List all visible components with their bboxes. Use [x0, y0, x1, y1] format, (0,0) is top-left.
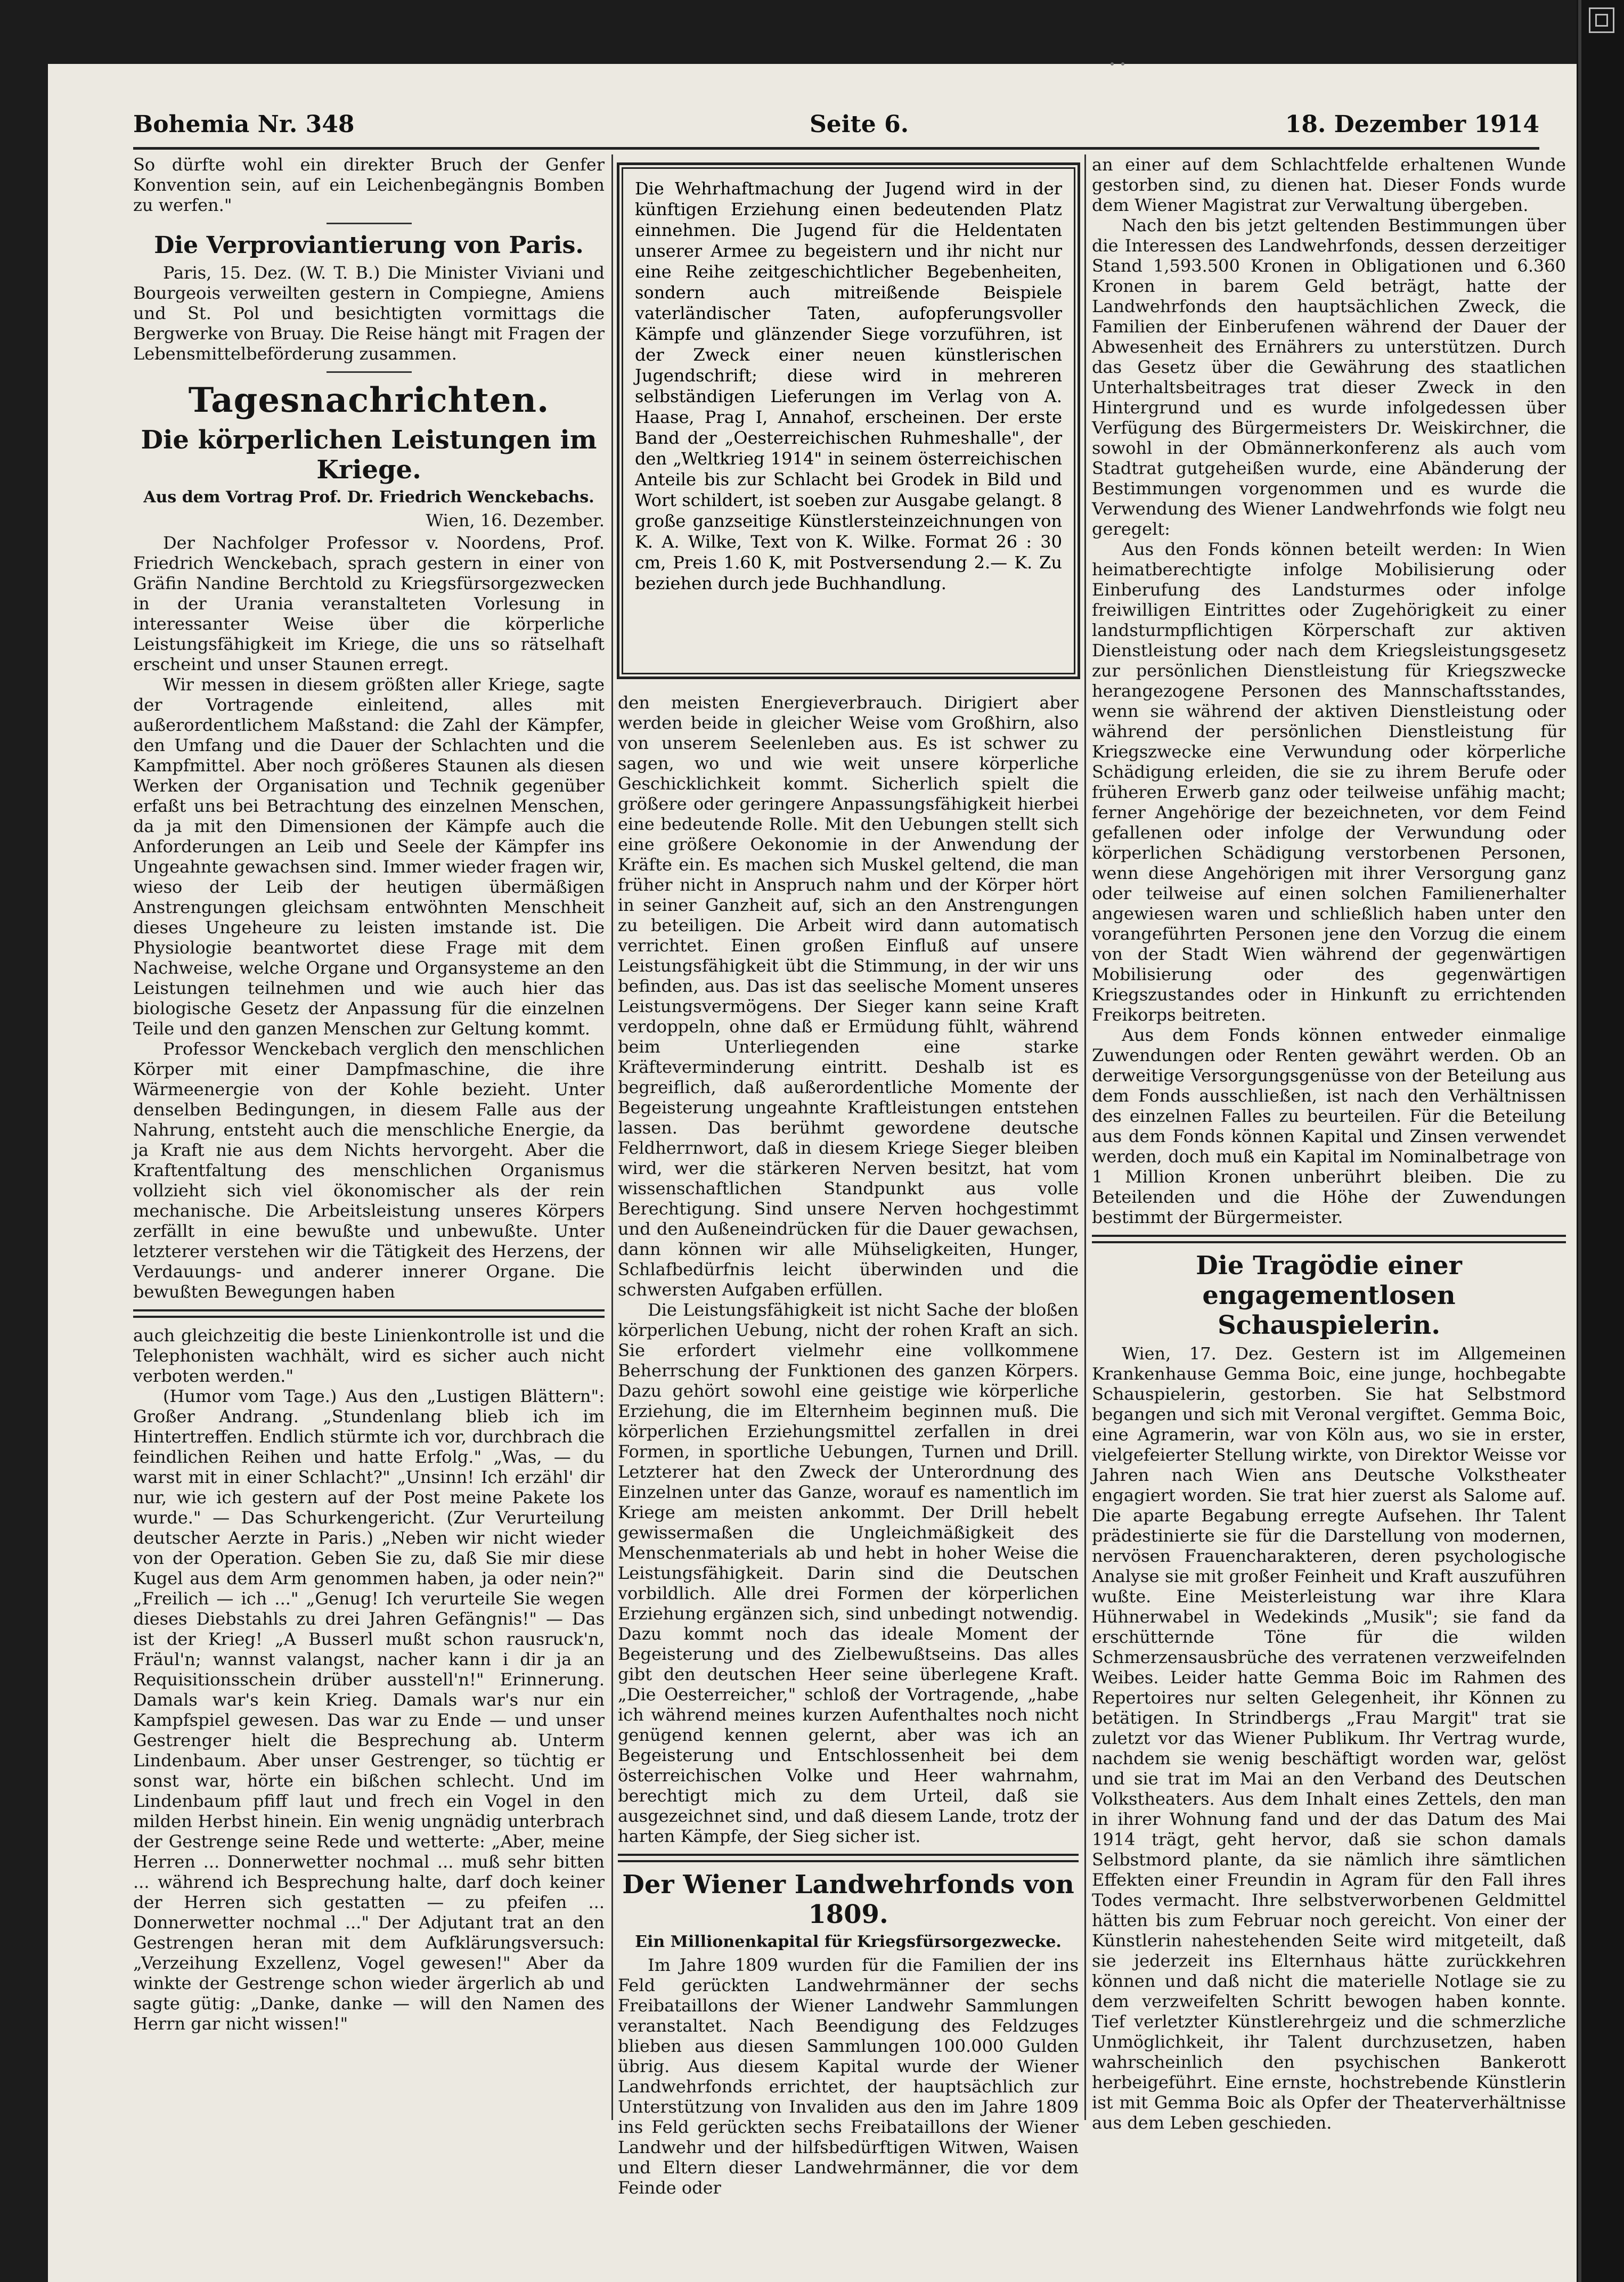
section-divider — [133, 1309, 605, 1318]
column-rule-2 — [1084, 154, 1086, 2120]
section-divider — [618, 1854, 1079, 1862]
scan-border-line — [1578, 0, 1581, 2282]
boxed-notice — [617, 162, 1080, 679]
paris-headline: Die Verproviantierung von Paris. — [154, 232, 584, 259]
article-paragraph: Die Leistungsfähigkeit ist nicht Sache der bloßen körperlichen Uebung, nicht der rohen Kraft an sich. Sie erfordert vielmehr eine vollkommene Beherrschung der Funktionen des ganzen Körpers. Dazu gehört sowohl eine geistige wie körperliche Erziehung, die im Elternheim beginnen muß. Die körperlichen Erziehungsmittel zerfallen in drei Formen, in sportliche Uebungen, Turnen und Drill. Letzterer hat den Zweck der Unterordnung des Einzelnen unter das Ganze, worauf es namentlich im Kriege am meisten ankommt. Der Drill hebelt gewissermaßen die Ungleichmäßigkeit des Menschenmaterials ab und hebt in hoher Weise die Leistungsfähigkeit. Darin sind die Deutschen vorbildlich. Alle drei Formen der körperlichen Erziehung ergänzen sich, sind unbedingt notwendig. Dazu kommt noch das ideale Moment der Begeisterung und des Zielbewußtseins. Das alles gibt den deutschen Heer seine überlegene Kraft. „Die Oesterreicher," schloß der Vortragende, „habe ich während meines kurzen Aufenthaltes noch nicht genügend kennen gelernt, aber was ich an Begeisterung und Entschlossenheit bei dem österreichischen Volke und Heer wahrnahm, berechtigt mich zu dem Urteil, daß sie ausgezeichnet sind, und daß diesem Lande, trotz der harten Kämpfe, der Sieg sicher ist. — [618, 1300, 1079, 1846]
masthead-rule — [133, 147, 1539, 150]
fond-headline: Der Wiener Landwehrfonds von 1809. — [622, 1870, 1074, 1929]
tragedy-paragraph: Wien, 17. Dez. Gestern ist im Allgemeinen Krankenhause Gemma Boic, eine junge, hochbegabte Schauspielerin, gestorben. Sie hat Selbstmord begangen und sich mit Veronal vergiftet. Gemma Boic, eine Agramerin, war von Köln aus, wo sie in erster, vielgefeierter Stellung wirkte, von Direktor Weisse vor Jahren nach Wien ans Deutsche Volkstheater engagiert worden. Sie trat hier zuerst als Salome auf. Die aparte Begabung erregte Aufsehen. Ihr Talent prädestinierte sie für die Darstellung von modernen, nervösen Frauencharakteren, deren psychologische Analyse sie mit großer Feinheit und Kraft auszuführen wußte. Eine Meisterleistung war ihre Klara Hühnerwabel in Wedekinds „Musik"; sie fand da erschütternde Töne für die wilden Schmerzensausbrüche des verratenen verzweifelnden Weibes. Leider hatte Gemma Boic im Rahmen des Repertoires nur selten Gelegenheit, ihr Können zu betätigen. In Strindbergs „Frau Margit" trat sie zuletzt vor das Wiener Publikum. Ihr Vertrag wurde, nachdem sie wenig beschäftigt worden war, gelöst und sie trat im Mai an den Verband des Deutschen Volkstheaters. Aus dem Inhalt eines Zettels, den man in ihrer Wohnung fand und der das Datum des Mai 1914 trägt, geht hervor, daß sie schon damals Selbstmord plante, da sie nämlich ihre sämtlichen Effekten einer Freundin in Agram für den Fall ihres Todes vermacht. Ihre selbstverworbenen Geldmittel hätten bis zum Februar noch gereicht. Von einer der Künstlerin nahestehenden Seite wird mitgeteilt, daß sie jederzeit ins Elternhaus hätte zurückkehren können und daß nicht die materielle Notlage sie zu dem verzweifelten Schritt bewogen haben konnte. Tief verletzter Künstlerehrgeiz und die schmerzliche Unmöglichkeit, ihr Talent durchzusetzen, haben wahrscheinlich den psychischen Bankerott herbeigeführt. Eine ernste, hochstrebende Künstlerin ist mit Gemma Boic als Opfer der Theaterverhältnisse aus dem Leben geschieden. — [1092, 1343, 1566, 2133]
section-headline: Tagesnachrichten. — [188, 380, 550, 420]
fond-continued: an einer auf dem Schlachtfelde erhaltenen Wunde gestorben sind, zu dienen hat. Dieser Fonds wurde dem Wiener Magistrat zur Verwaltung übergeben. — [1092, 154, 1566, 215]
scan-border — [1577, 0, 1624, 2282]
divider — [327, 223, 412, 224]
section-divider — [1092, 1235, 1566, 1243]
fond-subhead: Ein Millionenkapital für Kriegsfürsorgezwecke. — [635, 1933, 1062, 1951]
humor-text: (Humor vom Tage.) Aus den „Lustigen Blättern": Großer Andrang. „Stundenlang blieb ich im Hintertreffen. Endlich stürmte ich vor, durchbrach die feindlichen Reihen und hatte Erfolg." „Was, — du warst mit in einer Schlacht?" „Unsinn! Ich erzähl' dir nur, wie ich gestern auf der Post meine Pakete los wurde." — Das Schurkengericht. (Zur Verurteilung deutscher Aerzte in Paris.) „Neben wir nicht wieder von der Operation. Geben Sie zu, daß Sie mir diese Kugel aus dem Arm genommen haben, ja oder nein?" „Freilich — ich ..." „Genug! Ich verurteile Sie wegen dieses Diebstahls zu drei Jahren Gefängnis!" — Das ist der Krieg! „A Busserl mußt schon rausruck'n, Fräul'n; wannst valangst, nacher kann i dir ja an Requisitionsschein drüber ausstell'n!" Erinnerung. Damals war's kein Krieg. Damals war's nur ein Kampfspiel gewesen. Das war zu Ende — und unser Gestrenger hielt die Besprechung ab. Unterm Lindenbaum. Aber unser Gestrenger, so tüchtig er sonst war, hörte ein bißchen schlecht. Und im Lindenbaum pfiff laut und frech ein Vogel in den milden Herbst hinein. Ein wenig ungnädig unterbrach der Gestrenge seine Rede und wetterte: „Aber, meine Herren ... Donnerwetter nochmal ... muß sehr bitten ... während ich Besprechung halte, darf doch keiner der Herren sich gestatten — zu pfeifen ... Donnerwetter nochmal ..." Der Adjutant trat an den Gestrengen heran mit dem Aufklärungsversuch: „Verzeihung Exzellenz, Vogel gewesen!" Aber da winkte der Gestrenge schon wieder ärgerlich ab und sagte gütig: „Danke, danke — will den Namen des Herrn gar nicht wissen!" — [133, 1386, 605, 2034]
masthead-date: 18. Dezember 1914 — [1285, 111, 1539, 138]
article-paragraph: Wir messen in diesem größten aller Kriege, sagte der Vortragende einleitend, alles mit außerordentlichem Maßstand: die Zahl der Kämpfer, den Umfang und die Dauer der Schlachten und die Kampfmittel. Aber noch größeres Staunen als diesen Werken der Organisation und Technik gegenüber erfaßt uns bei Betrachtung des einzelnen Menschen, da ja mit den Dimensionen der Kämpfe auch die Anforderungen an Leib und Seele der Kämpfer ins Ungeahnte gewachsen sind. Immer wieder fragen wir, wieso der Leib der heutigen übermäßigen Anstrengungen gleichsam entwöhnten Menschheit dieses Ungeheure zu leisten imstande ist. Die Physiologie beantwortet diese Frage mit dem Nachweise, welche Organe und Organsysteme an den Leistungen teilnehmen und wie auch hier das biologische Gesetz der Anpassung für die einzelnen Teile und den ganzen Menschen zur Geltung kommt. — [133, 674, 605, 1039]
article-paragraph: Professor Wenckebach verglich den menschlichen Körper mit einer Dampfmaschine, die ihre Wärmeenergie von der Kohle bezieht. Unter denselben Bedingungen, in diesem Falle aus der Nahrung, entsteht auch die menschliche Energie, da ja Kraft nie aus dem Nichts hervorgeht. Aber die Kraftentfaltung des menschlichen Organismus vollzieht sich viel ökonomischer als der rein mechanische. Die Arbeitsleistung unseres Körpers zerfällt in eine bewußte und unbewußte. Unter letzterer verstehen wir die Tätigkeit des Herzens, der Verdauungs- und anderer innerer Organe. Die bewußten Bewegungen haben — [133, 1039, 605, 1302]
paris-text: Paris, 15. Dez. (W. T. B.) Die Minister Viviani und Bourgeois verweilten gestern in Compiegne, Amiens und St. Pol und besichtigten vormittags die Bergwerke von Bruay. Die Reise hängt mit Fragen der Lebensmittelbeförderung zusammen. — [133, 263, 605, 364]
boxed-notice-text: Die Wehrhaftmachung der Jugend wird in der künftigen Erziehung einen bedeutenden Platz einnehmen. Die Jugend für die Heldentaten unserer Armee zu begeistern und ihr nicht nur eine Reihe zeitgeschichtlicher Begebenheiten, sondern auch mitreißende Beispiele vaterländischer Taten, aufopferungsvoller Kämpfe und glänzender Siege vorzuführen, ist der Zweck einer neuen künstlerischen Jugendschrift; diese wird in mehreren selbständigen Lieferungen im Verlag von A. Haase, Prag I, Annahof, erscheinen. Der erste Band der „Oesterreichischen Ruhmeshalle", der den „Weltkrieg 1914" in seinem österreichischen Anteile bis zur Schlacht bei Grodek in Bild und Wort schildert, ist soeben zur Ausgabe gelangt. 8 große ganzseitige Künstlersteinzeichnungen von K. A. Wilke, Text von K. Wilke. Format 26 : 30 cm, Preis 1.60 K, mit Postversendung 2.— K. Zu beziehen durch jede Buchhandlung. — [622, 167, 1075, 674]
masthead-paper-issue: Bohemia Nr. 348 — [133, 111, 355, 138]
fond-paragraph: Nach den bis jetzt geltenden Bestimmungen über die Interessen des Landwehrfonds, dessen derzeitiger Stand 1,593.500 Kronen in Obligationen und 6.360 Kronen in barem Geld beträgt, hatte der Landwehrfonds den hauptsächlichen Zweck, die Familien der Einberufenen während der Dauer der Abwesenheit des Ernährers zu unterstützen. Durch das Gesetz über die Gewährung des staatlichen Unterhaltsbeitrages trat dieser Zweck in den Hintergrund und es wurde infolgedessen über Verfügung des Bürgermeisters Dr. Weiskirchner, die sowohl in der Obmännerkonferenz als auch vom Stadtrat gutgeheißen wurde, eine Abänderung der Bestimmungen vorgenommen und es wurde die Verwendung des Wiener Landwehrfonds wie folgt neu geregelt: — [1092, 215, 1566, 539]
column-rule-1 — [611, 154, 613, 2120]
article-dateline: Wien, 16. Dezember. — [426, 510, 605, 531]
fond-paragraph: Im Jahre 1809 wurden für die Familien der ins Feld gerückten Landwehrmänner der sechs Freibataillons der Wiener Landwehr Sammlungen veranstaltet. Nach Beendigung des Feldzuges blieben aus diesen Sammlungen 100.000 Gulden übrig. Aus diesem Kapital wurde der Wiener Landwehrfonds errichtet, der hauptsächlich zur Unterstützung von Invaliden aus den im Jahre 1809 ins Feld gerückten sechs Freibataillons der Wiener Landwehr und der hilfsbedürftigen Witwen, Waisen und Eltern dieser Landwehrmänner, die vor dem Feinde oder — [618, 1955, 1079, 2198]
masthead — [133, 111, 1539, 148]
article-headline: Die körperlichen Leistungen im Kriege. — [141, 425, 597, 485]
lower-text: auch gleichzeitig die beste Linienkontrolle ist und die Telephonisten wachhält, wird es sicher auch nicht verboten werden." — [133, 1325, 605, 1386]
speck-marks — [1111, 58, 1132, 64]
intro-text: So dürfte wohl ein direkter Bruch der Genfer Konvention sein, auf ein Leichenbegängnis Bomben zu werfen." — [133, 154, 605, 215]
article-subhead: Aus dem Vortrag Prof. Dr. Friedrich Wenckebachs. — [143, 488, 594, 507]
column-1 — [133, 154, 605, 2120]
divider — [327, 371, 412, 373]
article-paragraph: den meisten Energieverbrauch. Dirigiert aber werden beide in gleicher Weise vom Großhirn, also von unserem Seelenleben aus. Es ist schwer zu sagen, wo und wie weit unsere körperliche Geschicklichkeit kommt. Sicherlich spielt die größere oder geringere Anpassungsfähigkeit hierbei eine bedeutende Rolle. Mit den Uebungen stellt sich eine größere Oekonomie in der Anwendung der Kräfte ein. Es machen sich Muskel geltend, die man früher nicht in Anspruch nahm und der Körper hört in seiner Ganzheit auf, sich an den Anstrengungen zu beteiligen. Die Arbeit wird dann automatisch verrichtet. Einen großen Einfluß auf unsere Leistungsfähigkeit übt die Stimmung, in der wir uns befinden, aus. Das ist das seelische Moment unseres Leistungsvermögens. Der Sieger kann seine Kraft verdoppeln, ohne daß er Ermüdung fühlt, während beim Unterliegenden eine starke Kräfteverminderung eintritt. Deshalb ist es begreiflich, daß außerordentliche Momente der Begeisterung ungeahnte Kraftleistungen entstehen lassen. Das berühmt gewordene deutsche Feldherrnwort, daß in diesem Kriege Sieger bleiben wird, wer die stärkeren Nerven besitzt, hat vom wissenschaftlichen Standpunkt aus volle Berechtigung. Sind unsere Nerven hochgestimmt und den Außeneindrücken für die Dauer gewachsen, dann können wir alle Mühseligkeiten, Hunger, Schlafbedürfnis leicht überwinden und die schwersten Aufgaben erfüllen. — [618, 692, 1079, 1300]
column-3 — [1092, 154, 1566, 2133]
article-paragraph: Der Nachfolger Professor v. Noordens, Prof. Friedrich Wenckebach, sprach gestern in einer von Gräfin Nandine Berchtold zu Kriegsfürsorgezwecken in der Urania veranstalteten Vorlesung in interessanter Weise über die körperliche Leistungsfähigkeit im Kriege, die uns so rätselhaft erscheint und unser Staunen erregt. — [133, 533, 605, 674]
masthead-page-number: Seite 6. — [810, 111, 909, 138]
fond-paragraph: Aus den Fonds können beteilt werden: In Wien heimatberechtigte infolge Mobilisierung oder Einberufung des Landsturmes oder infolge freiwilligen Eintrittes oder Zugehörigkeit zu einer landsturmpflichtigen Körperschaft zur aktiven Dienstleistung oder nach dem Kriegsleistungsgesetz zur persönlichen Dienstleistung für Kriegszwecke herangezogene Personen des Mannschaftsstandes, wenn sie während der aktiven Dienstleistung oder während der persönlichen Dienstleistung für Kriegszwecke eine Verwundung oder körperliche Schädigung erleiden, die sie zu ihrem Berufe oder früheren Erwerb ganz oder teilweise unfähig macht; ferner Angehörige der bezeichneten, vor dem Feind gefallenen oder infolge der Verwundung oder körperlichen Schädigung verstorbenen Personen, wenn diese Angehörigen mit ihrer Versorgung ganz oder teilweise auf einen solchen Familienerhalter angewiesen waren und schließlich haben unter den vorangeführten Personen jene den Vorzug die einem von der Stadt Wien während der gegenwärtigen Mobilisierung oder des gegenwärtigen Kriegszustandes oder in Hinkunft zu errichtenden Freikorps beitreten. — [1092, 539, 1566, 1025]
column-2 — [618, 692, 1079, 2198]
tragedy-headline: Die Tragödie einer engagementlosen Schauspielerin. — [1196, 1251, 1462, 1340]
fond-paragraph: Aus dem Fonds können entweder einmalige Zuwendungen oder Renten gewährt werden. Ob an derweitige Versorgungsgenüsse von der Beteilung aus dem Fonds ausschließen, ist nach den Verhältnissen des einzelnen Falles zu beurteilen. Für die Beteilung aus dem Fonds können Kapital und Zinsen verwendet werden, doch muß ein Kapital im Nominalbetrage von 1 Million Kronen unberührt bleiben. Die zu Beteilenden und die Höhe der Zuwendungen bestimmt der Bürgermeister. — [1092, 1025, 1566, 1227]
window-restore-icon[interactable] — [1589, 7, 1614, 33]
